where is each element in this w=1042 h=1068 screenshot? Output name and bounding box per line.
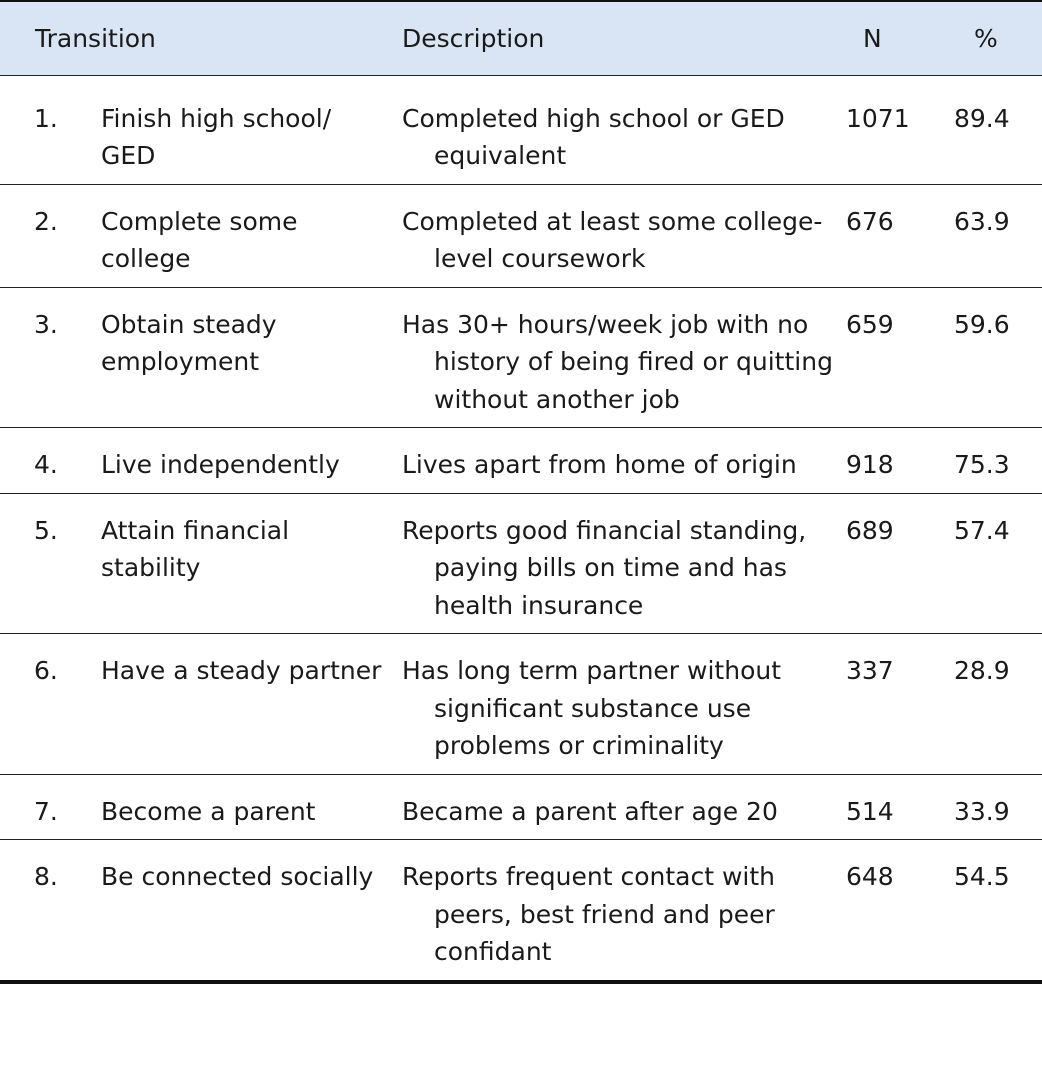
row-transition: Become a parent	[101, 796, 316, 826]
row-transition: Obtain steady employment	[101, 309, 277, 376]
row-description: Reports frequent contact with peers, best friend and peer confidant	[402, 862, 775, 966]
row-n: 648	[846, 862, 894, 891]
row-transition: Have a steady partner	[101, 656, 382, 685]
row-description: Became a parent after age 20	[402, 796, 778, 826]
row-percent: 54.5	[954, 862, 1010, 891]
row-percent: 63.9	[954, 206, 1010, 236]
table-header	[0, 1, 1042, 75]
row-transition: Finish high school/ GED	[101, 103, 332, 170]
row-n: 659	[846, 309, 894, 339]
row-transition: Complete some college	[101, 206, 298, 273]
row-transition: Live independently	[101, 450, 340, 479]
table-row	[0, 493, 1042, 634]
row-n: 918	[846, 450, 894, 479]
row-n: 1071	[846, 103, 910, 133]
row-percent: 59.6	[954, 309, 1010, 339]
row-transition: Be connected socially	[101, 862, 374, 891]
row-description: Has long term partner without significant substance use problems or criminality	[402, 656, 782, 760]
row-n: 676	[846, 206, 894, 236]
row-number: 8.	[34, 862, 58, 891]
row-description: Completed at least some college-level coursework	[402, 206, 823, 273]
table-row	[0, 184, 1042, 287]
header-transition: Transition	[35, 23, 156, 53]
table-row	[0, 75, 1042, 184]
table-row	[0, 840, 1042, 982]
row-percent: 33.9	[954, 796, 1010, 826]
header-n: N	[863, 23, 882, 53]
table-row	[0, 428, 1042, 494]
row-number: 7.	[34, 796, 58, 826]
row-number: 3.	[34, 309, 58, 339]
table-row	[0, 287, 1042, 428]
row-description: Has 30+ hours/week job with no history of being fired or quitting without another job	[402, 309, 833, 414]
row-number: 4.	[34, 450, 58, 479]
row-number: 6.	[34, 656, 58, 685]
row-number: 5.	[34, 515, 58, 545]
row-transition: Attain financial stability	[101, 515, 290, 582]
table-row	[0, 774, 1042, 840]
table-row	[0, 634, 1042, 775]
row-percent: 28.9	[954, 656, 1010, 685]
row-percent: 57.4	[954, 515, 1010, 545]
header-percent: %	[974, 23, 998, 53]
row-number: 1.	[34, 103, 58, 133]
header-row	[0, 1, 1042, 75]
row-description: Reports good financial standing, paying bills on time and has health insurance	[402, 515, 807, 620]
row-description: Completed high school or GED equivalent	[402, 103, 785, 170]
header-description: Description	[402, 23, 545, 53]
row-description: Lives apart from home of origin	[402, 450, 797, 479]
row-number: 2.	[34, 206, 58, 236]
row-n: 337	[846, 656, 894, 685]
row-percent: 75.3	[954, 450, 1010, 479]
table-body	[0, 75, 1042, 982]
row-percent: 89.4	[954, 103, 1010, 133]
row-n: 514	[846, 796, 894, 826]
row-n: 689	[846, 515, 894, 545]
